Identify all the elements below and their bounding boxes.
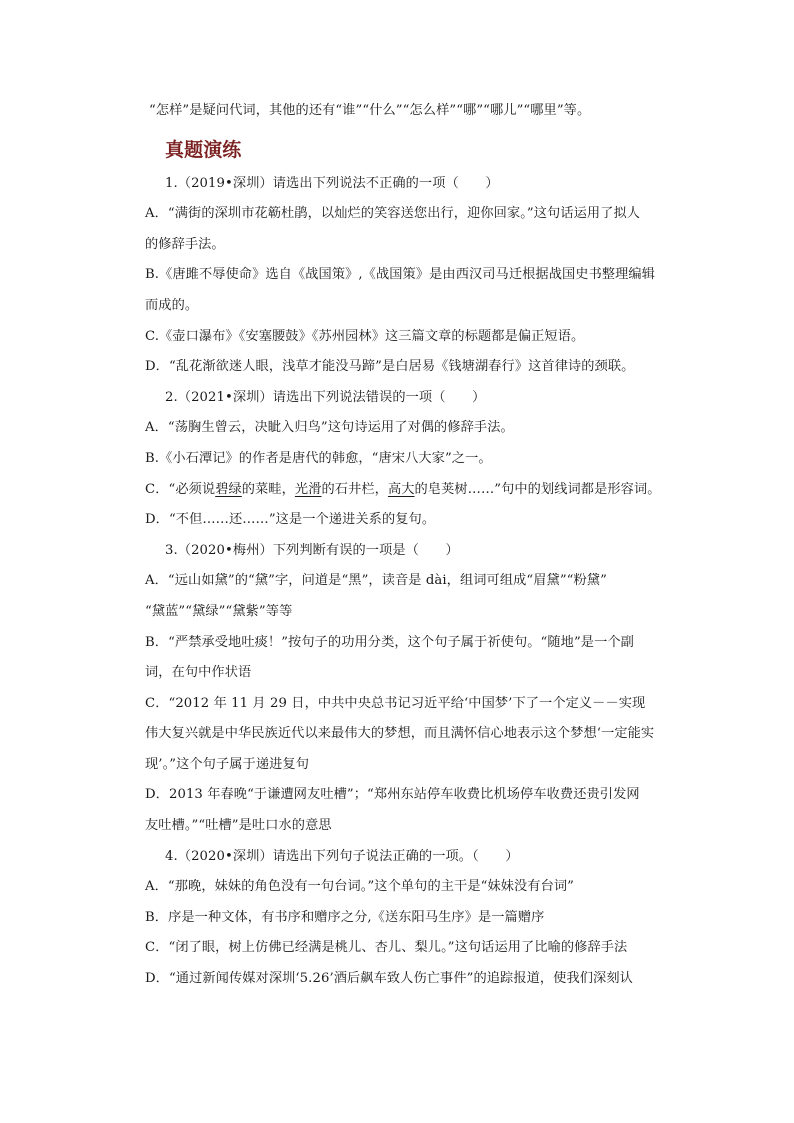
underlined-word: 碧绿 <box>215 481 242 497</box>
intro-paragraph: “怎样”是疑问代词，其他的还有“谁”“什么”“怎么样”“哪”“哪儿”“哪里”等。 <box>149 103 591 118</box>
section-title: 真题演练 <box>165 138 242 161</box>
question-1-option-a-line-2: 的修辞手法。 <box>145 236 225 252</box>
question-2-option-c <box>145 475 660 506</box>
question-3-option-c-line-2: 伟大复兴就是中华民族近代以来最伟大的梦想，而且满怀信心地表示这个梦想‘一定能实 <box>145 726 655 742</box>
question-2-option-d: D．“不但……还……”这是一个递进关系的复句。 <box>145 512 436 528</box>
underlined-word: 高大 <box>387 481 415 497</box>
question-1-option-a-line-1: A．“满街的深圳市花簕杜鹃，以灿烂的笑容送您出行，迎你回家。”这句话运用了拟人 <box>145 206 641 222</box>
question-4-option-a: A．“那晚，妹妹的角色没有一句台词。”这个单句的主干是“妹妹没有台词” <box>145 879 575 895</box>
question-3-stem: 3.（2020•梅州）下列判断有误的一项是（ ） <box>165 542 459 558</box>
question-1-option-c: C.《壶口瀑布》《安塞腰鼓》《苏州园林》这三篇文章的标题都是偏正短语。 <box>145 328 585 344</box>
question-3-option-c-line-3: 现’。”这个句子属于递进复句 <box>145 756 309 772</box>
option-c-text: C．“必须说 <box>145 481 216 497</box>
question-1-option-b-line-2: 而成的。 <box>145 297 199 313</box>
option-c-text: 的菜畦， <box>241 481 295 497</box>
option-c-text: 的石井栏， <box>321 481 388 497</box>
question-3-option-a-line-2: “黛蓝”“黛绿”“黛紫”等等 <box>145 603 293 619</box>
question-4-option-d-line-1: D．“通过新闻传媒对深圳‘5.26’酒后飙车致人伤亡事件”的追踪报道，使我们深刻认 <box>145 971 633 987</box>
question-1-option-b-line-1: B.《唐雎不辱使命》选自《战国策》,《战国策》是由西汉司马迁根据战国史书整理编辑 <box>145 267 656 283</box>
question-2-stem: 2.（2021•深圳）请选出下列说法错误的一项（ ） <box>165 389 486 405</box>
question-4-stem: 4.（2020•深圳）请选出下列句子说法正确的一项。（ ） <box>165 848 519 864</box>
question-1-stem: 1.（2019•深圳）请选出下列说法不正确的一项（ ） <box>165 175 499 191</box>
question-2-option-b: B.《小石潭记》的作者是唐代的韩愈，“唐宋八大家”之一。 <box>145 450 492 466</box>
question-3-option-a-line-1: A．“远山如黛”的“黛”字，问道是“黑”，读音是 dài，组词可组成“眉黛”“粉黛” <box>145 573 607 589</box>
question-3-option-b-line-1: B．“严禁承受地吐痰！”按句子的功用分类，这个句子属于祈使句。“随地”是一个副 <box>145 634 634 650</box>
option-c-text: 的皂荚树……”句中的划线词都是形容词。 <box>414 481 661 497</box>
question-3-option-d-line-1: D．2013 年春晚“于谦遭网友吐槽”；“郑州东站停车收费比机场停车收费还贵引发网 <box>145 787 640 803</box>
question-4-option-c: C．“闭了眼，树上仿佛已经满是桃儿、杏儿、梨儿。”这句话运用了比喻的修辞手法 <box>145 940 628 956</box>
question-3-option-b-line-2: 词，在句中作状语 <box>145 665 252 681</box>
question-1-option-d: D．“乱花渐欲迷人眼，浅草才能没马蹄”是白居易《钱塘湖春行》这首律诗的颈联。 <box>145 359 635 375</box>
question-4-option-b: B．序是一种文体，有书序和赠序之分,《送东阳马生序》是一篇赠序 <box>145 909 545 925</box>
underlined-word: 光滑 <box>294 481 322 497</box>
document-content <box>145 96 660 995</box>
question-3-option-d-line-2: 友吐槽。”“吐槽”是吐口水的意思 <box>145 818 332 834</box>
question-3-option-c-line-1: C．“2012 年 11 月 29 日，中共中央总书记习近平给‘中国梦’下了一个定义－－实现 <box>145 695 646 711</box>
question-2-option-a: A．“荡胸生曾云，决眦入归鸟”这句诗运用了对偶的修辞手法。 <box>145 420 514 436</box>
